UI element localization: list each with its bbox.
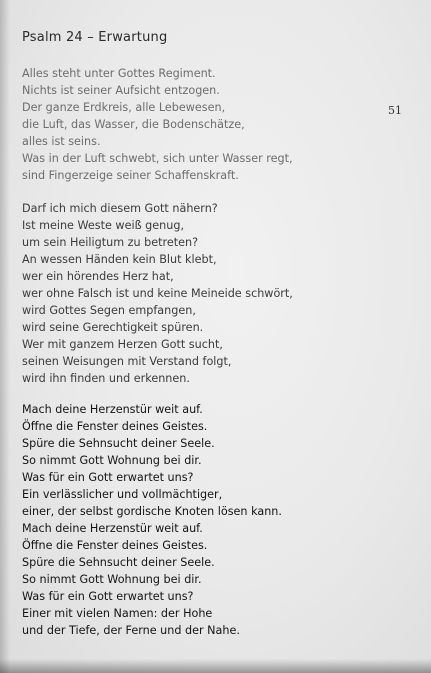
verse-line: Öffne die Fenster deines Geistes. [22, 539, 208, 552]
verse-line: Ein verlässlicher und vollmächtiger, [22, 488, 223, 501]
verse-line: Öffne die Fenster deines Geistes. [22, 420, 208, 433]
verse-line: Der ganze Erdkreis, alle Lebewesen, [22, 101, 226, 114]
verse-line: Was in der Luft schwebt, sich unter Wasser regt, [22, 152, 293, 165]
verse-line: Spüre die Sehnsucht deiner Seele. [22, 437, 215, 450]
verse-line: einer, der selbst gordische Knoten lösen kann. [22, 505, 282, 518]
verse-line: sind Fingerzeige seiner Schaffenskraft. [22, 169, 239, 182]
verse-line: Alles steht unter Gottes Regiment. [22, 67, 216, 80]
verse-line: alles ist seins. [22, 135, 101, 148]
page-bottom-shadow [0, 659, 431, 673]
verse-line: wer ein hörendes Herz hat, [22, 270, 174, 283]
verse-line: seinen Weisungen mit Verstand folgt, [22, 355, 232, 368]
verse-line: Mach deine Herzenstür weit auf. [22, 403, 203, 416]
poem-title: Psalm 24 – Erwartung [22, 30, 168, 45]
verse-line: Was für ein Gott erwartet uns? [22, 471, 194, 484]
verse-line: An wessen Händen kein Blut klebt, [22, 253, 217, 266]
verse-line: wird Gottes Segen empfangen, [22, 304, 196, 317]
page-number: 51 [388, 104, 402, 117]
verse-line: Was für ein Gott erwartet uns? [22, 590, 194, 603]
verse-line: wer ohne Falsch ist und keine Meineide schwört, [22, 287, 293, 300]
verse-line: die Luft, das Wasser, die Bodenschätze, [22, 118, 245, 131]
verse-line: So nimmt Gott Wohnung bei dir. [22, 573, 202, 586]
verse-line: Nichts ist seiner Aufsicht entzogen. [22, 84, 220, 97]
stanza-3 [22, 401, 282, 639]
verse-line: Spüre die Sehnsucht deiner Seele. [22, 556, 215, 569]
page-gutter-shadow [0, 0, 10, 673]
verse-line: Wer mit ganzem Herzen Gott sucht, [22, 338, 223, 351]
verse-line: So nimmt Gott Wohnung bei dir. [22, 454, 202, 467]
verse-line: und der Tiefe, der Ferne und der Nahe. [22, 624, 240, 637]
verse-line: Darf ich mich diesem Gott nähern? [22, 202, 218, 215]
verse-line: Mach deine Herzenstür weit auf. [22, 522, 203, 535]
verse-line: um sein Heiligtum zu betreten? [22, 236, 199, 249]
verse-line: Einer mit vielen Namen: der Hohe [22, 607, 213, 620]
stanza-2 [22, 200, 293, 387]
verse-line: wird ihn finden und erkennen. [22, 372, 190, 385]
verse-line: Ist meine Weste weiß genug, [22, 219, 184, 232]
verse-line: wird seine Gerechtigkeit spüren. [22, 321, 204, 334]
stanza-1 [22, 65, 293, 184]
